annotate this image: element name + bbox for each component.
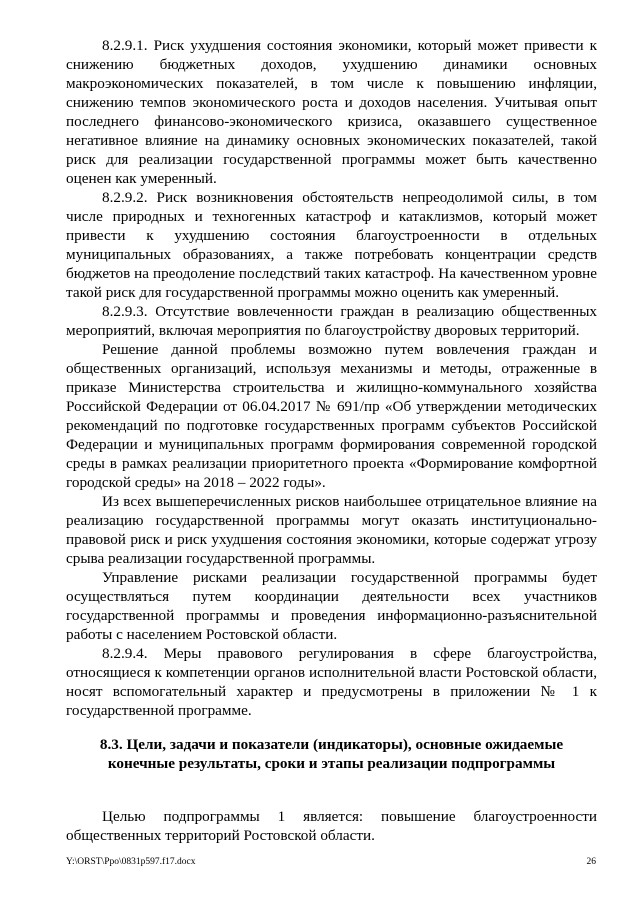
paragraph-8-2-9-3: 8.2.9.3. Отсутствие вовлеченности граждан в реализацию общественных мероприятий, включая мероприятия по благоустройству дворовых территорий. [66,303,597,339]
section-heading-line-1: 8.3. Цели, задачи и показатели (индикаторы), основные ожидаемые [99,736,564,753]
paragraph-8-2-9-4: 8.2.9.4. Меры правового регулирования в сфере благоустройства, относящиеся к компетенции органов исполнительной власти Ростовской области, носят вспомогательный характер и предусмотрены в приложении № 1 к государственной программе. [66,645,597,719]
paragraph-main-risks: Из всех вышеперечисленных рисков наибольшее отрицательное влияние на реализацию государственной программы могут оказать институционально-правовой риск и риск ухудшения состояния экономики, которые содержат угрозу срыва реализации государственной программы. [66,493,597,567]
footer-page-number: 26 [586,857,596,867]
footer-file-path: Y:\ORST\Ppo\0831p597.f17.docx [66,857,196,867]
paragraph-8-2-9-1: 8.2.9.1. Риск ухудшения состояния экономики, который может привести к снижению бюджетных доходов, ухудшению динамики основных макроэкономических показателей, в том числе к повышению инфляции, снижению темпов экономического роста и доходов населения. Учитывая опыт последнего финансово-экономического кризиса, оказавшего существенное негативное влияние на динамику основных экономических показателей, такой риск для реализации государственной программы может быть качественно оценен как умеренный. [66,37,597,187]
page-body [66,36,597,845]
section-heading-8-3 [66,735,597,773]
paragraph-risk-management: Управление рисками реализации государственной программы будет осуществляться путем координации деятельности всех участников государственной программы и проведения информационно-разъяснительной работы с населением Ростовской области. [66,569,597,643]
paragraph-goal: Целью подпрограммы 1 является: повышение благоустроенности общественных территорий Ростовской области. [66,808,597,844]
section-heading-line-2: конечные результаты, сроки и этапы реализации подпрограммы [107,755,556,772]
paragraph-solution: Решение данной проблемы возможно путем вовлечения граждан и общественных организаций, используя механизмы и методы, отраженные в приказе Министерства строительства и жилищно-коммунального хозяйства Российской Федерации от 06.04.2017 № 691/пр «Об утверждении методических рекомендаций по подготовке государственных программ субъектов Российской Федерации и муниципальных программ формирования современной городской среды в рамках реализации приоритетного проекта «Формирование комфортной городской среды» на 2018 – 2022 годы». [66,341,597,491]
paragraph-8-2-9-2: 8.2.9.2. Риск возникновения обстоятельств непреодолимой силы, в том числе природных и техногенных катастроф и катаклизмов, который может привести к ухудшению состояния благоустроенности в отдельных муниципальных образованиях, а также потребовать концентрации средств бюджетов на преодоление последствий таких катастроф. На качественном уровне такой риск для государственной программы можно оценить как умеренный. [66,189,597,301]
